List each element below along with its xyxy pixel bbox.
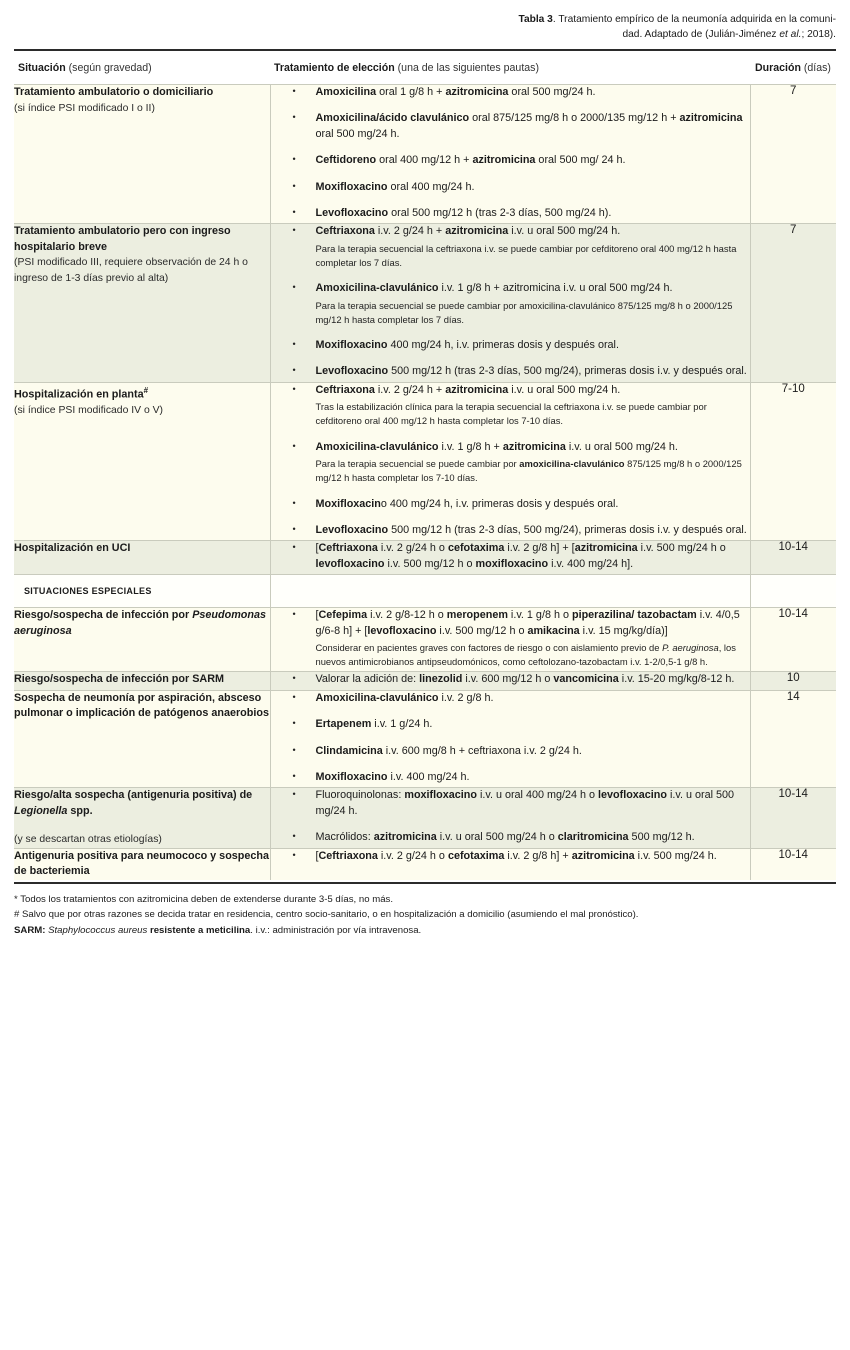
table-body <box>14 85 836 880</box>
treatment-item <box>271 180 750 195</box>
situacion-cell <box>14 541 270 575</box>
treatment-list <box>271 672 750 687</box>
column-header-duracion <box>750 62 836 74</box>
drug-name: moxifloxacino <box>475 557 549 570</box>
drug-name: levofloxacino <box>598 789 667 802</box>
drug-name: linezolid <box>419 673 463 686</box>
drug-name: azitromicina <box>571 849 635 862</box>
dosage-text: 500 mg/12 h. <box>628 831 695 844</box>
treatment-item <box>271 744 750 759</box>
tratamiento-cell <box>270 672 750 690</box>
dosage-text: i.v. 1 g/8 h + azitromicina i.v. u oral 500 mg/24 h. <box>438 282 673 295</box>
treatment-item <box>271 281 750 327</box>
treatment-item <box>271 153 750 168</box>
dosage-text: oral 1 g/8 h + <box>376 86 446 98</box>
treatment-item <box>271 224 750 270</box>
treatment-item <box>271 338 750 353</box>
treatment-item: • [Ceftriaxona i.v. 2 g/24 h o cefotaxima i.v. 2 g/8 h] + [azitromicina i.v. 500 mg/24 h o levofloxacino i.v. 500 mg/12 h o moxifloxacino i.v. 400 mg/24 h]. <box>271 541 750 572</box>
note-drug-name: amoxicilina-clavulánico <box>519 458 625 470</box>
drug-name: Ceftriaxona <box>315 383 375 396</box>
dosage-text: oral 875/125 mg/8 h o 2000/135 mg/12 h + <box>469 112 680 125</box>
special-section-label-cell <box>14 575 270 608</box>
treatment-note: Tras la estabilización clínica para la terapia secuencial la ceftriaxona i.v. se puede cambiar por cefditoreno oral 400 mg/12 h hasta completar los 7-10 días. <box>315 401 707 427</box>
drug-name: levofloxacino <box>315 557 385 570</box>
dosage-text: i.v. u oral 500 mg/24 h o <box>436 831 558 844</box>
situacion-subtitle: (PSI modificado III, requiere observación de 24 h o ingreso de 1-3 días previo al alta) <box>14 257 248 284</box>
drug-name: azitromicina <box>445 225 509 238</box>
tratamiento-cell <box>270 848 750 880</box>
dosage-text: oral 500 mg/24 h. <box>315 127 400 140</box>
special-section-spacer-treatment <box>270 575 750 608</box>
column-header-tratamiento-label: Tratamiento de elección <box>274 62 395 74</box>
drug-name: levofloxacino <box>367 624 437 637</box>
drug-name: azitromicina <box>373 831 437 844</box>
table-row <box>14 672 836 690</box>
species-name: Legionella <box>14 804 68 817</box>
footnote-marker: # <box>143 385 149 395</box>
footnote-sarm-bold2: resistente a meticilina <box>147 924 251 936</box>
drug-name: amikacina <box>527 624 580 637</box>
drug-name: Moxifloxacino <box>315 770 388 783</box>
situacion-title: Hospitalización en planta# <box>14 385 149 401</box>
situacion-title: Riesgo/alta sospecha (antigenuria positiva) de Legionella spp. <box>14 789 253 817</box>
drug-name: Amoxicilina <box>315 86 377 98</box>
table-row <box>14 788 836 849</box>
treatment-list <box>271 691 750 786</box>
caption-text: . Tratamiento empírico de la neumonía adquirida en la comuni- <box>552 14 836 25</box>
drug-name: Amoxicilina-clavulánico <box>315 691 439 704</box>
drug-name: Amoxicilina/ácido clavulánico <box>315 112 470 125</box>
drug-name: Moxifloxacino <box>315 339 388 352</box>
drug-name: Levofloxacino <box>315 207 389 220</box>
dosage-text: i.v. 600 mg/8 h + ceftriaxona i.v. 2 g/24 h. <box>382 744 582 757</box>
dosage-text: i.v. 2 g/24 h + <box>374 225 446 238</box>
table-row <box>14 85 836 224</box>
duracion-cell: 10-14 <box>750 608 836 672</box>
situacion-title: Riesgo/sospecha de infección por Pseudomonas aeruginosa <box>14 609 266 637</box>
table-row <box>14 848 836 880</box>
caption-label: Tabla 3 <box>518 14 553 25</box>
drug-name: azitromicina <box>445 383 509 396</box>
treatment-item: • [Ceftriaxona i.v. 2 g/24 h o cefotaxima i.v. 2 g/8 h] + azitromicina i.v. 500 mg/24 h. <box>271 849 750 864</box>
drug-name: Ceftriaxona <box>315 225 375 238</box>
dosage-text: i.v. 1 g/24 h. <box>371 718 433 731</box>
drug-name: Ertapenem <box>315 718 372 731</box>
column-header-situacion-label: Situación <box>18 62 66 74</box>
dosage-text: i.v. 500 mg/24 h o <box>637 542 726 555</box>
column-header-situacion-sub: (según gravedad) <box>65 62 152 74</box>
treatment-item <box>271 383 750 429</box>
table-row <box>14 690 836 788</box>
situacion-subtitle: (y se descartan otras etiologías) <box>14 834 162 846</box>
situacion-cell <box>14 690 270 788</box>
drug-name: moxifloxacino <box>404 789 477 802</box>
dosage-text: oral 400 mg/12 h + <box>376 154 473 167</box>
dosage-text: oral 500 mg/12 h (tras 2-3 días, 500 mg/24 h). <box>388 207 612 220</box>
drug-name: cefotaxima <box>447 542 505 555</box>
treatment-list <box>271 541 750 572</box>
situacion-subtitle: (si índice PSI modificado IV o V) <box>14 404 163 416</box>
drug-name: Ceftriaxona <box>318 542 378 555</box>
treatment-note: Para la terapia secuencial la ceftriaxona i.v. se puede cambiar por cefditoreno oral 400 mg/12 h hasta completar los 7 días. <box>315 242 737 269</box>
drug-name: Ceftidoreno <box>315 154 377 167</box>
dosage-text: i.v. 600 mg/12 h o <box>462 673 554 686</box>
column-header-duracion-label: Duración <box>755 62 801 74</box>
footnote-sarm <box>14 923 836 939</box>
special-section-label: SITUACIONES ESPECIALES <box>24 586 152 597</box>
duracion-cell: 10-14 <box>750 848 836 880</box>
dosage-text: i.v. 2 g/8-12 h o <box>367 609 447 622</box>
drug-name: azitromicina <box>679 112 743 125</box>
dosage-text: i.v. u oral 500 mg/24 h. <box>508 225 621 238</box>
caption-line-1 <box>14 12 836 27</box>
drug-name: Ceftriaxona <box>318 849 378 862</box>
situacion-cell <box>14 848 270 880</box>
treatment-item <box>271 440 750 486</box>
tratamiento-cell <box>270 85 750 224</box>
situacion-cell <box>14 85 270 224</box>
footnote-sarm-label: SARM: <box>14 924 49 936</box>
dosage-text: i.v. 2 g/8 h. <box>438 691 494 704</box>
footnotes <box>14 884 836 939</box>
treatment-list <box>271 788 750 845</box>
dosage-text: i.v. 1 g/8 h o <box>507 609 572 622</box>
treatment-note: Para la terapia secuencial se puede cambiar por amoxicilina-clavulánico 875/125 mg/8 h o 2000/125 mg/12 h hasta completar los 7-10 días. <box>315 458 742 484</box>
dosage-text: oral 500 mg/24 h. <box>508 86 596 98</box>
situacion-cell <box>14 672 270 690</box>
drug-name: Amoxicilina-clavulánico <box>315 282 439 295</box>
caption-line2-italic: et al. <box>779 29 802 40</box>
dosage-text: i.v. u oral 500 mg/24 h. <box>508 383 621 396</box>
treatment-note: Para la terapia secuencial se puede cambiar por amoxicilina-clavulánico 875/125 mg/8 h o 2000/125 mg/12 h hasta completar los 7 días. <box>315 299 733 325</box>
dosage-text: i.v. 2 g/8 h] + [ <box>504 542 575 555</box>
situacion-cell <box>14 608 270 672</box>
footnote-asterisk: * Todos los tratamientos con azitromicina deben de extenderse durante 3-5 días, no más. <box>14 893 393 905</box>
species-name: Pseudomonas aeruginosa <box>14 609 266 637</box>
treatment-item: • Macrólidos: azitromicina i.v. u oral 500 mg/24 h o claritromicina 500 mg/12 h. <box>271 830 750 845</box>
duracion-cell: 10 <box>750 672 836 690</box>
situacion-title: Tratamiento ambulatorio o domiciliario <box>14 86 214 98</box>
table-row <box>14 608 836 672</box>
table-row <box>14 224 836 382</box>
treatment-list <box>271 383 750 538</box>
situacion-title: Sospecha de neumonía por aspiración, absceso pulmonar o implicación de patógenos anaerobios <box>14 691 269 720</box>
special-section-row <box>14 575 836 608</box>
drug-name: azitromicina <box>472 154 536 167</box>
dosage-text: i.v. 400 mg/24 h]. <box>548 557 634 570</box>
dosage-text: i.v. 15 mg/kg/día)] <box>579 624 668 637</box>
table-row <box>14 382 836 540</box>
dosage-text: 500 mg/12 h (tras 2-3 días, 500 mg/24), primeras dosis i.v. y después oral. <box>388 365 747 378</box>
tratamiento-cell <box>270 608 750 672</box>
treatment-item <box>271 523 750 538</box>
duracion-cell: 10-14 <box>750 788 836 849</box>
drug-name: cefotaxima <box>447 849 505 862</box>
tratamiento-cell <box>270 382 750 540</box>
drug-name: Amoxicilina-clavulánico <box>315 440 439 453</box>
dosage-text: i.v. 500 mg/24 h. <box>634 849 717 862</box>
dosage-text: i.v. u oral 500 mg/24 h. <box>315 789 735 817</box>
dosage-text: i.v. 2 g/24 h + <box>374 383 446 396</box>
dosage-text: o 400 mg/24 h, i.v. primeras dosis y después oral. <box>380 497 619 510</box>
drug-name: Cefepima <box>318 609 368 622</box>
duracion-cell: 10-14 <box>750 541 836 575</box>
dosage-text: 400 mg/24 h, i.v. primeras dosis y después oral. <box>387 339 619 352</box>
dosage-text: i.v. u oral 500 mg/24 h. <box>565 440 678 453</box>
column-header-tratamiento <box>270 62 750 74</box>
dosage-text: i.v. 4/0,5 g/6-8 h] + [ <box>315 609 740 637</box>
drug-name: Moxifloxacin <box>315 497 381 510</box>
drug-name: vancomicina <box>553 673 619 686</box>
dosage-text: i.v. 500 mg/12 h o <box>384 557 476 570</box>
treatment-item <box>271 85 750 100</box>
column-header-tratamiento-sub: (una de las siguientes pautas) <box>394 62 539 74</box>
treatment-item: • Fluoroquinolonas: moxifloxacino i.v. u oral 400 mg/24 h o levofloxacino i.v. u oral 500 mg/24 h. <box>271 788 750 819</box>
treatment-item <box>271 111 750 142</box>
treatment-list <box>271 608 750 669</box>
duracion-cell: 7 <box>750 224 836 382</box>
dosage-text: i.v. 400 mg/24 h. <box>387 770 470 783</box>
dosage-text: i.v. 500 mg/12 h o <box>436 624 528 637</box>
tratamiento-cell <box>270 541 750 575</box>
duracion-cell: 7-10 <box>750 382 836 540</box>
drug-name: claritromicina <box>557 831 629 844</box>
caption-line-2 <box>14 27 836 42</box>
note-species: P. aeruginosa <box>662 641 719 653</box>
situacion-title: Riesgo/sospecha de infección por SARM <box>14 673 224 686</box>
drug-name: azitromicina <box>574 542 638 555</box>
column-header-situacion <box>14 62 270 74</box>
dosage-text: oral 400 mg/24 h. <box>387 180 475 193</box>
dosage-text: i.v. u oral 400 mg/24 h o <box>476 789 598 802</box>
situacion-subtitle: (si índice PSI modificado I o II) <box>14 102 155 114</box>
tratamiento-cell <box>270 788 750 849</box>
dosage-text: i.v. 2 g/8 h] + <box>504 849 572 862</box>
treatment-item <box>271 497 750 512</box>
table-row <box>14 541 836 575</box>
drug-name: Clindamicina <box>315 744 383 757</box>
treatment-item: • [Cefepima i.v. 2 g/8-12 h o meropenem i.v. 1 g/8 h o piperazilina/ tazobactam i.v. 4/0,5 g/6-8 h] + [levofloxacino i.v. 500 mg/12 h o amikacina i.v. 15 mg/kg/día)] Considerar en pacientes graves con factores de riesgo o con aislamiento previo de P. aeruginosa, los nuevos antimicrobianos antipseudomónicos, como ceftolozano-tazobactam i.v. 1-2/0,5-1 g/8 h. <box>271 608 750 669</box>
drug-name: azitromicina <box>445 86 509 98</box>
footnote-sarm-rest: . i.v.: administración por vía intravenosa. <box>250 924 422 936</box>
dosage-text: oral 500 mg/ 24 h. <box>535 154 626 167</box>
treatment-item <box>271 717 750 732</box>
duracion-cell: 14 <box>750 690 836 788</box>
treatment-note: Considerar en pacientes graves con factores de riesgo o con aislamiento previo de P. aeruginosa, los nuevos antimicrobianos antipseudomónicos, como ceftolozano-tazobactam i.v. 1-2/0,5-1 g/8 h. <box>315 641 736 668</box>
duracion-cell: 7 <box>750 85 836 224</box>
treatment-item <box>271 206 750 221</box>
situacion-title: Antigenuria positiva para neumococo y sospecha de bacteriemia <box>14 849 269 878</box>
treatment-list <box>271 849 750 864</box>
dosage-text: i.v. 15-20 mg/kg/8-12 h. <box>618 673 735 686</box>
treatment-list <box>271 224 750 379</box>
situacion-cell <box>14 788 270 849</box>
treatment-table <box>14 84 836 880</box>
dosage-text: i.v. 2 g/24 h o <box>377 542 448 555</box>
situacion-title: Tratamiento ambulatorio pero con ingreso hospitalario breve <box>14 225 231 253</box>
situacion-cell <box>14 224 270 382</box>
dosage-text: i.v. 2 g/24 h o <box>377 849 448 862</box>
situacion-cell <box>14 382 270 540</box>
treatment-list <box>271 85 750 221</box>
footnote-sarm-italic: Staphylococcus aureus <box>48 924 148 936</box>
dosage-text: 500 mg/12 h (tras 2-3 días, 500 mg/24), primeras dosis i.v. y después oral. <box>388 523 747 536</box>
situacion-title: Hospitalización en UCI <box>14 542 131 555</box>
dosage-text: i.v. 1 g/8 h + <box>438 440 503 453</box>
treatment-item <box>271 770 750 785</box>
tratamiento-cell <box>270 690 750 788</box>
caption-line2-end: ; 2018). <box>801 29 836 40</box>
footnote-hash: # Salvo que por otras razones se decida tratar en residencia, centro socio-sanitario, o en hospitalización a domicilio (asumiendo el mal pronóstico). <box>14 909 639 921</box>
caption-line2-pre: dad. Adaptado de (Julián-Jiménez <box>622 29 780 40</box>
table-caption <box>14 0 836 42</box>
drug-name: Moxifloxacino <box>315 180 388 193</box>
drug-name: Levofloxacino <box>315 365 389 378</box>
column-header-row <box>14 51 836 84</box>
treatment-item: • Valorar la adición de: linezolid i.v. 600 mg/12 h o vancomicina i.v. 15-20 mg/kg/8-12 h. <box>271 672 750 687</box>
special-section-spacer-duration <box>750 575 836 608</box>
treatment-item <box>271 691 750 706</box>
drug-name: piperazilina/ tazobactam <box>571 609 697 622</box>
column-header-duracion-sub: (días) <box>800 62 831 74</box>
treatment-item <box>271 364 750 379</box>
drug-name: Levofloxacino <box>315 523 389 536</box>
drug-name: azitromicina <box>502 440 566 453</box>
drug-name: meropenem <box>446 609 508 622</box>
tratamiento-cell <box>270 224 750 382</box>
